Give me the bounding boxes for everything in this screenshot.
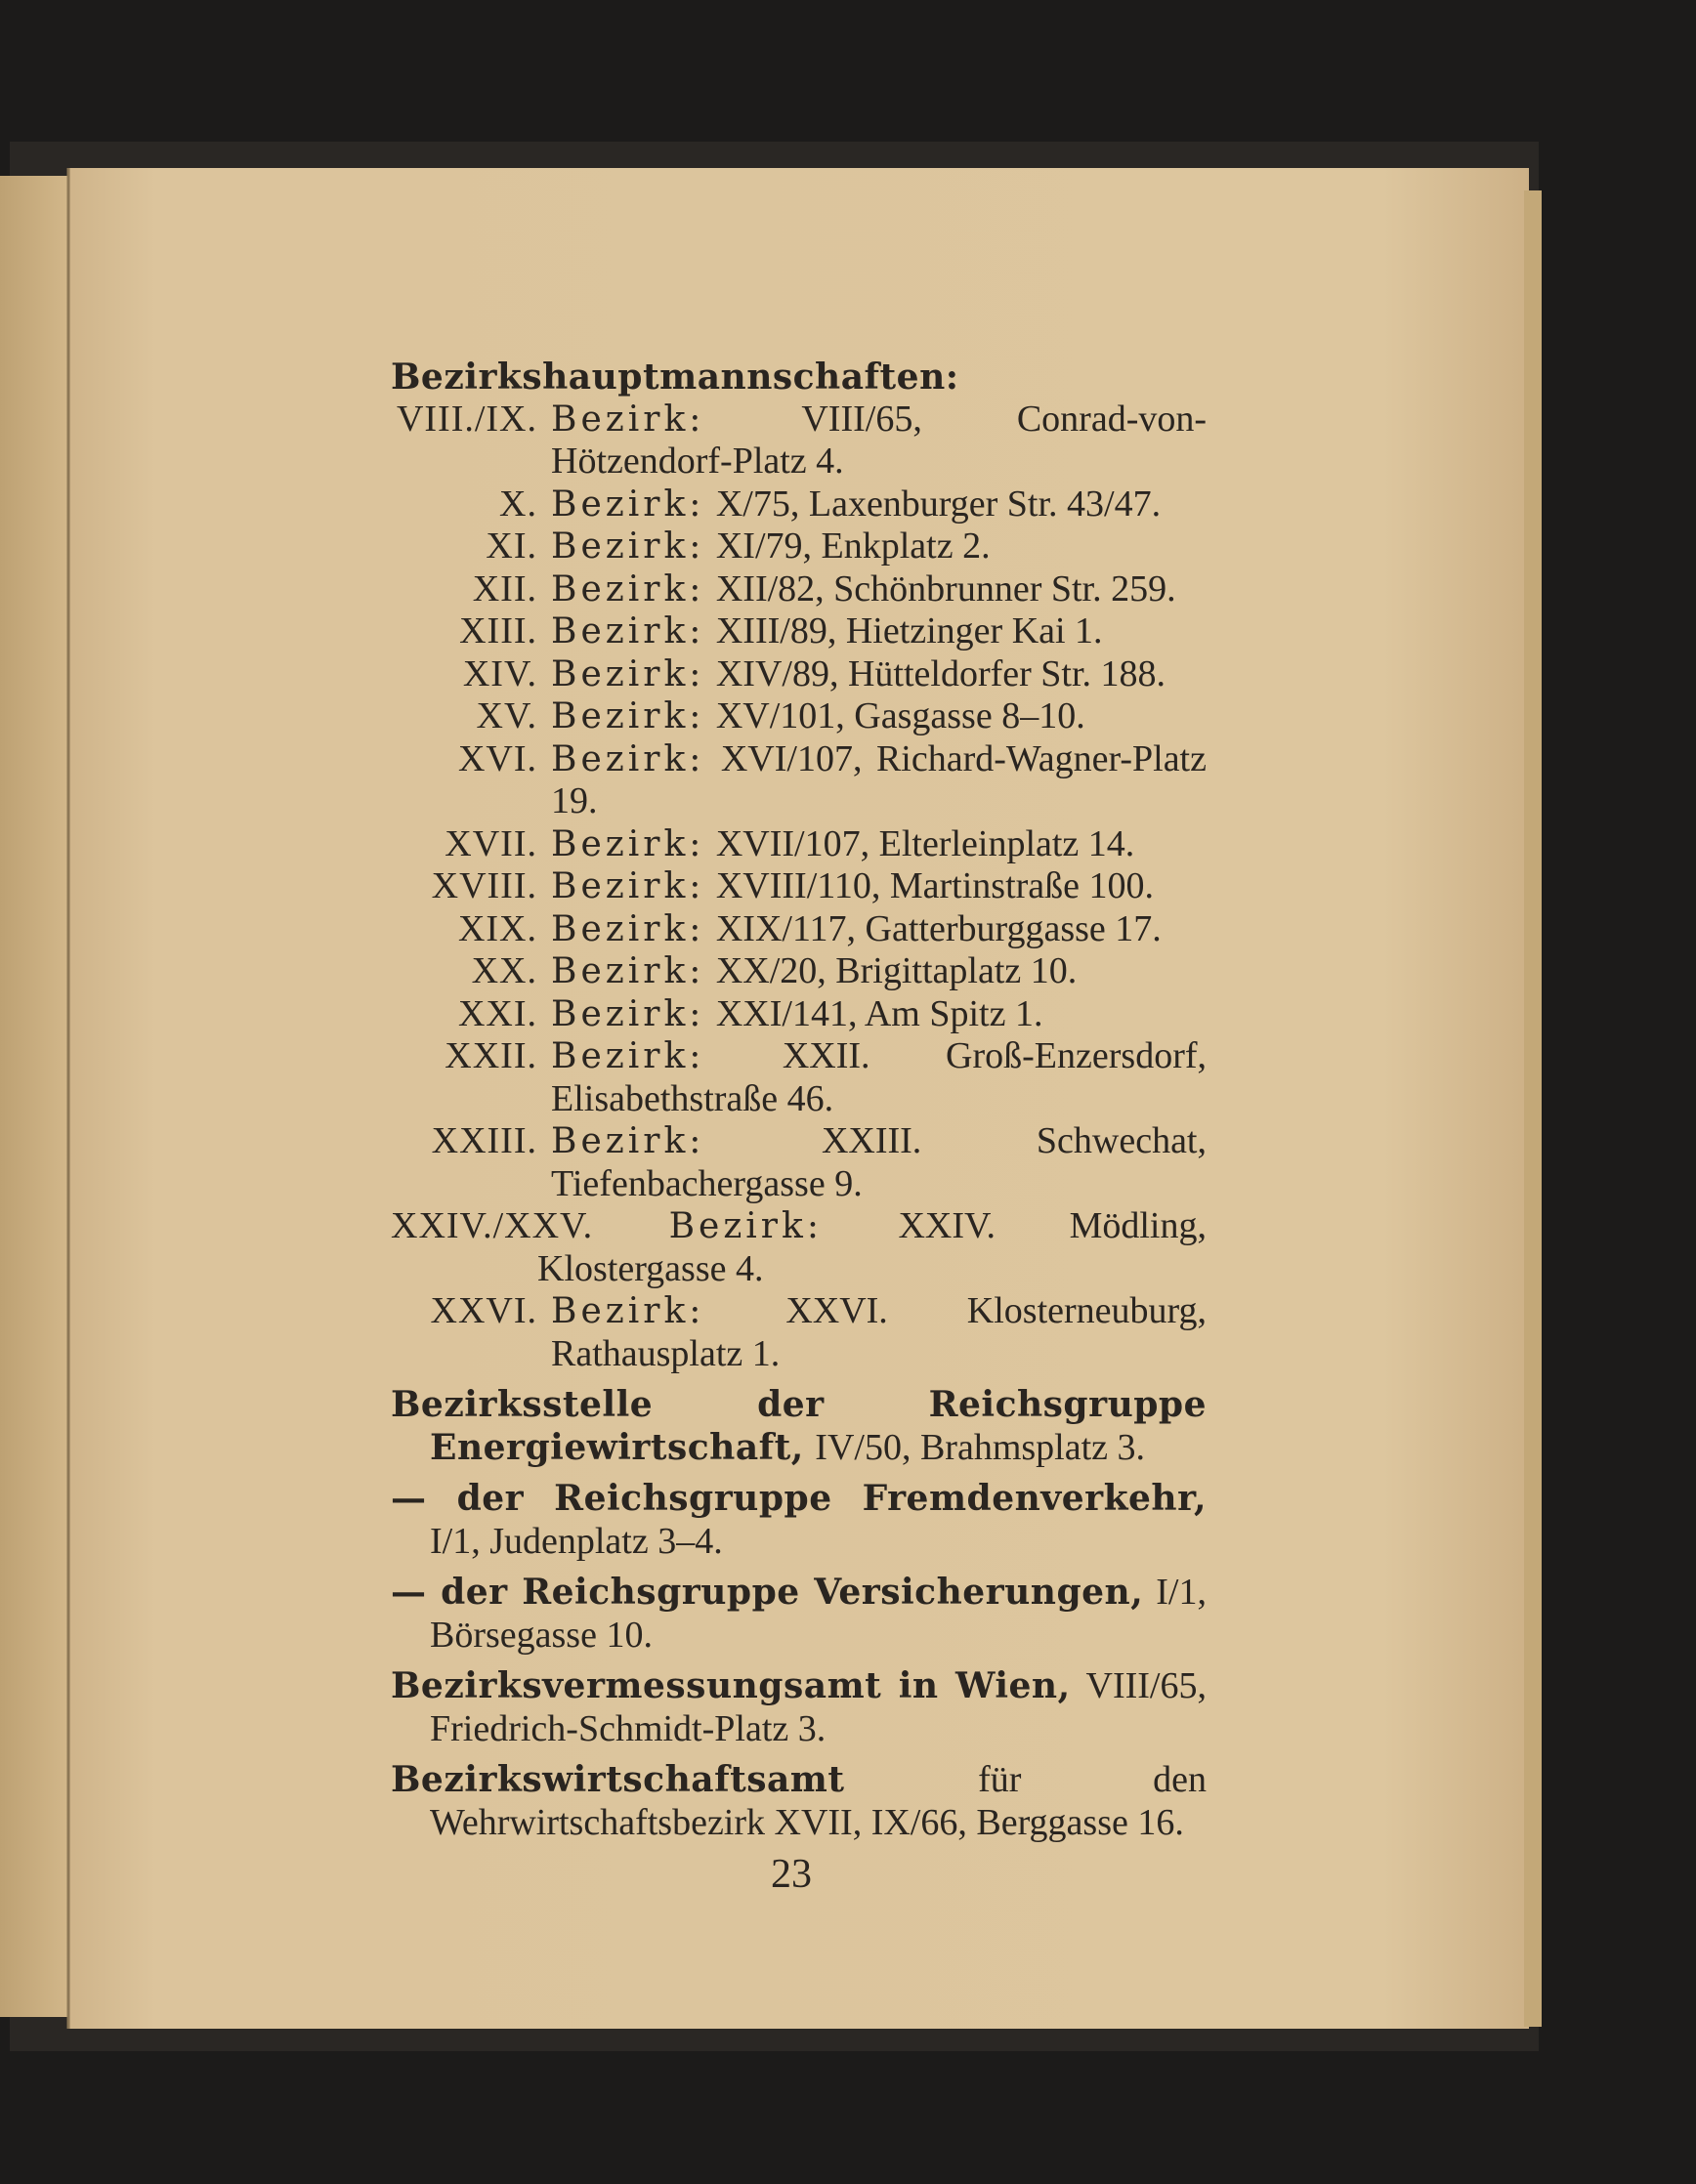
entry-address: für den Wehrwirtschaftsbezirk XVII, IX/66, Berggasse 16. xyxy=(430,1759,1207,1843)
district-number: XIV. xyxy=(462,652,537,694)
district-address: XXI/141, Am Spitz 1. xyxy=(715,992,1043,1034)
district-address: XX/20, Brigittaplatz 10. xyxy=(715,950,1078,991)
district-row xyxy=(391,525,1207,568)
district-body xyxy=(551,568,1207,611)
district-address: XIV/89, Hütteldorfer Str. 188. xyxy=(715,652,1166,694)
district-body xyxy=(551,823,1207,866)
district-address: XI/79, Enkplatz 2. xyxy=(715,525,991,567)
entry-title: Bezirkswirtschaftsamt xyxy=(391,1759,845,1800)
district-body xyxy=(551,865,1207,908)
entry-address: I/1, Judenplatz 3–4. xyxy=(430,1520,723,1562)
district-row xyxy=(391,695,1207,738)
district-number: XVIII. xyxy=(431,865,537,906)
entry-address: IV/50, Brahmsplatz 3. xyxy=(815,1426,1146,1468)
district-number: XX. xyxy=(471,950,537,991)
district-number: XV. xyxy=(476,695,537,736)
district-row xyxy=(391,568,1207,611)
district-address: XXII. Groß-Enzersdorf, Elisabethstraße 46. xyxy=(551,1035,1207,1119)
district-number: XVI. xyxy=(457,737,537,779)
district-label: Bezirk: xyxy=(551,611,705,651)
district-row xyxy=(391,738,1207,823)
entry-title: Bezirksvermessungsamt in Wien, xyxy=(391,1665,1071,1706)
district-label: Bezirk: xyxy=(551,1291,705,1331)
district-label: Bezirk: xyxy=(551,993,705,1034)
entry-title: — der Reichsgruppe Fremdenverkehr, xyxy=(391,1478,1207,1519)
district-label: Bezirk: xyxy=(551,696,705,736)
district-body xyxy=(551,993,1207,1036)
office-entry xyxy=(391,1478,1207,1563)
office-entry xyxy=(391,1384,1207,1469)
district-number: VIII./IX. xyxy=(396,398,537,440)
district-row xyxy=(391,1290,1207,1375)
district-row xyxy=(391,399,1207,483)
district-label: Bezirk: xyxy=(551,1121,705,1161)
district-address: XVII/107, Elterleinplatz 14. xyxy=(715,822,1135,864)
district-row xyxy=(391,1120,1207,1205)
district-label: Bezirk: xyxy=(551,483,705,525)
district-number: XXVI. xyxy=(430,1290,537,1331)
district-label: Bezirk: xyxy=(551,653,705,694)
district-body xyxy=(551,738,1207,823)
district-address: XV/101, Gasgasse 8–10. xyxy=(715,695,1085,736)
entry-address: I/1, Börsegasse 10. xyxy=(430,1572,1207,1656)
district-row xyxy=(391,483,1207,526)
entry-title: — der Reichsgruppe Versicherungen, xyxy=(391,1572,1144,1613)
district-body xyxy=(551,525,1207,568)
text-block xyxy=(391,357,1207,1844)
district-body xyxy=(551,908,1207,951)
district-label: Bezirk: xyxy=(551,526,705,567)
district-number: X. xyxy=(499,483,537,525)
district-number: XVII. xyxy=(445,822,537,864)
district-row xyxy=(391,653,1207,696)
district-body xyxy=(551,1290,1207,1375)
district-address: XIII/89, Hietzinger Kai 1. xyxy=(715,610,1103,651)
district-label: Bezirk: xyxy=(551,399,705,440)
district-label: Bezirk: xyxy=(551,951,705,991)
district-row xyxy=(391,865,1207,908)
entry-title: Bezirksstelle der Reichsgruppe Energiewirtschaft, xyxy=(391,1384,1207,1468)
left-page-edge xyxy=(0,176,70,2017)
district-body xyxy=(551,399,1207,483)
district-number: XIII. xyxy=(459,610,537,651)
district-row-wide xyxy=(391,1205,1207,1290)
district-address: XIX/117, Gatterburggasse 17. xyxy=(715,907,1162,949)
district-address: XXVI. Klosterneuburg, Rathausplatz 1. xyxy=(551,1290,1207,1374)
district-address: XII/82, Schönbrunner Str. 259. xyxy=(715,567,1176,609)
district-label: Bezirk: xyxy=(668,1206,823,1246)
district-address: XVIII/110, Martinstraße 100. xyxy=(715,865,1155,906)
district-body xyxy=(551,1035,1207,1120)
district-label: Bezirk: xyxy=(551,1036,705,1076)
district-body xyxy=(551,695,1207,738)
district-body xyxy=(551,653,1207,696)
office-entry xyxy=(391,1759,1207,1844)
district-label: Bezirk: xyxy=(551,568,705,609)
district-row xyxy=(391,993,1207,1036)
district-label: Bezirk: xyxy=(551,823,705,864)
district-label: Bezirk: xyxy=(551,738,705,779)
district-address: VIII/65, Conrad-von-Hötzendorf-Platz 4. xyxy=(551,398,1207,482)
district-row xyxy=(391,610,1207,653)
district-body xyxy=(551,610,1207,653)
district-body xyxy=(551,950,1207,993)
district-number: XXI. xyxy=(457,992,537,1034)
district-number: XXII. xyxy=(445,1035,537,1076)
district-body xyxy=(551,1120,1207,1205)
office-entry xyxy=(391,1572,1207,1657)
district-row xyxy=(391,950,1207,993)
district-number: XI. xyxy=(486,525,537,567)
district-number: XIX. xyxy=(457,907,537,949)
district-label: Bezirk: xyxy=(551,908,705,949)
district-address: XXIV. Mödling, Klostergasse 4. xyxy=(537,1205,1207,1289)
section-heading: Bezirkshauptmannschaften: xyxy=(391,357,959,398)
district-body xyxy=(551,483,1207,526)
district-address: X/75, Laxenburger Str. 43/47. xyxy=(715,483,1162,525)
district-row xyxy=(391,823,1207,866)
district-row xyxy=(391,908,1207,951)
district-number: XXIV./XXV. xyxy=(391,1205,594,1246)
district-label: Bezirk: xyxy=(551,866,705,906)
district-row xyxy=(391,1035,1207,1120)
district-address: XVI/107, Richard-Wagner-Platz 19. xyxy=(551,737,1207,821)
district-number: XII. xyxy=(472,567,537,609)
district-address: XXIII. Schwechat, Tiefenbachergasse 9. xyxy=(551,1120,1207,1204)
office-entry xyxy=(391,1665,1207,1750)
page-number: 23 xyxy=(771,1852,812,1897)
entry-address: VIII/65, Friedrich-Schmidt-Platz 3. xyxy=(430,1665,1207,1749)
district-number: XXIII. xyxy=(431,1120,537,1161)
